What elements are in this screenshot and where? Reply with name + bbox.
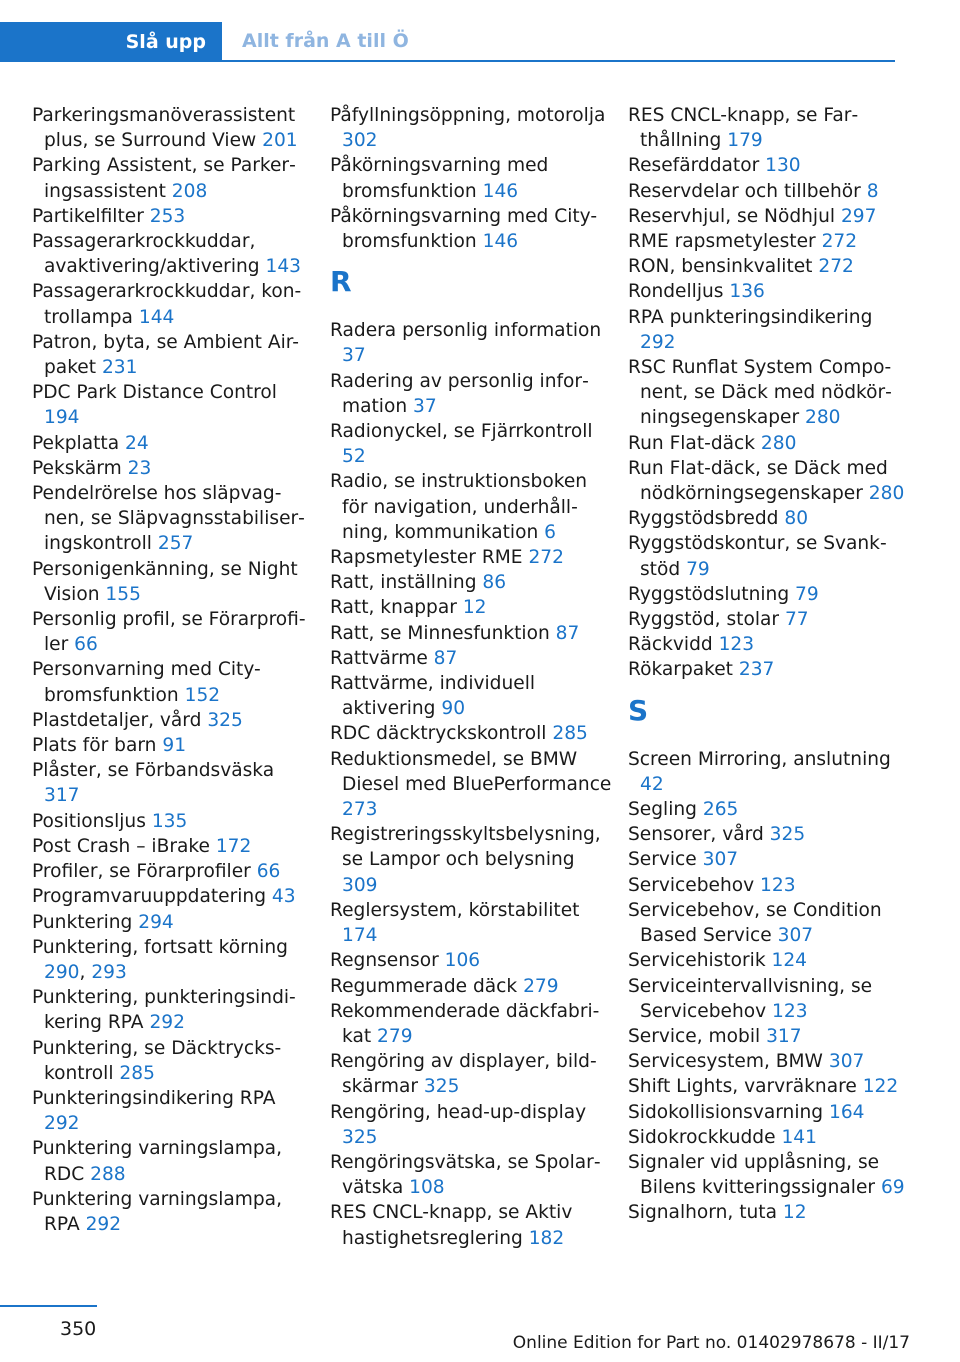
entry-term: Pekskärm [32,457,128,479]
entry-term: Resefärddator [628,155,766,177]
page-link[interactable]: 123 [772,1000,808,1022]
entry-term: Ratt, knappar [330,597,463,619]
index-entry [32,456,314,481]
page-link[interactable]: 86 [482,572,507,594]
entry-term: Servicesystem, BMW [628,1051,829,1073]
index-entry [330,153,612,203]
index-entry [32,279,314,329]
page-link[interactable]: 90 [441,698,466,720]
entry-term: Ryggstödskontur, se Svankstöd [628,533,887,580]
index-entry [32,910,314,935]
index-entry [32,809,314,834]
index-entry [628,179,910,204]
index-entry [32,557,314,607]
entry-term: RDC däcktryckskontroll [330,723,553,745]
index-entry [32,1036,314,1086]
entry-term: Sidokrockkudde [628,1126,782,1148]
entry-term: Personigenkänning, se Night Vision [32,558,298,605]
entry-term: Run Flat-däck, se Däck med nödkörningsegenskaper [628,457,888,505]
index-entry [32,330,314,380]
index-entry [628,1200,910,1225]
page-link[interactable]: 155 [105,583,141,605]
index-entry [330,318,612,368]
page-link[interactable]: 201 [262,130,298,152]
page-link[interactable]: 123 [718,634,755,656]
entry-term: Radio, se instruktionsboken för navigation, underhållning, kommunikation [330,471,588,543]
entry-term: Punktering, fortsatt körning [32,936,288,958]
index-entry [330,671,612,721]
entry-term: RPA punkteringsindikering [628,306,873,328]
index-entry [32,758,314,808]
page-link[interactable]: 12 [462,597,487,619]
entry-term: Rattvärme, individuell aktivering [330,673,536,720]
page-separator: , [79,961,92,983]
index-entry [32,229,314,279]
index-entry [330,747,612,823]
index-entry [330,1200,612,1250]
page-link[interactable]: 172 [215,835,252,857]
entry-term: Positionsljus [32,810,152,832]
index-entry [330,646,612,671]
index-entry [628,1049,910,1074]
entry-term: Ratt, se Minnesfunktion [330,622,556,644]
page-link[interactable]: 52 [342,446,366,468]
index-entry [628,898,910,948]
index-entry [628,254,910,279]
entry-term: Rengöring, head-up-display [330,1101,587,1123]
page-link[interactable]: 272 [821,231,858,253]
entry-term: Ryggstödsbredd [628,508,785,530]
entry-term: Radering av personlig information [330,370,589,417]
page-link[interactable]: 307 [702,849,739,871]
entry-term: Rapsmetylester RME [330,547,529,569]
index-entry [32,1136,314,1186]
index-entry [32,935,314,985]
entry-term: Patron, byta, se Ambient Air-paket [32,331,299,379]
index-entry [330,204,612,254]
page-link[interactable]: 294 [138,911,174,933]
index-entry [330,1150,612,1200]
index-entry [628,531,910,581]
entry-term: Plastdetaljer, vård [32,709,208,731]
entry-term: Servicebehov [628,874,761,896]
page-link[interactable]: 122 [862,1076,899,1098]
entry-term: Rengöring av displayer, bildskärmar [330,1051,597,1098]
page-link[interactable]: 208 [171,180,208,202]
entry-term: Personvarning med City-bromsfunktion [32,659,261,706]
page-link[interactable]: 280 [805,407,841,429]
index-column-2 [330,103,612,1251]
index-entry [32,884,314,909]
index-entry [330,1049,612,1099]
page-link[interactable]: 37 [413,395,437,417]
index-entry [330,570,612,595]
index-entry [628,103,910,153]
page-link[interactable]: 194 [44,407,80,429]
entry-term: Räckvidd [628,634,719,656]
index-entry [628,305,910,355]
page-link[interactable]: 152 [184,684,221,706]
page-link[interactable]: 69 [880,1177,905,1199]
entry-term: Servicebehov, se Condition Based Service [628,899,882,947]
page-link[interactable]: 280 [868,483,905,505]
entry-term: Screen Mirroring, anslutning [628,748,891,770]
page-link[interactable]: 237 [738,659,775,681]
page-link[interactable]: 146 [482,180,519,202]
page-link[interactable]: 136 [729,281,765,303]
entry-term: Signaler vid upplåsning, se Bilens kvitteringssignaler [628,1151,881,1199]
section-letter: R [330,265,352,299]
index-entry [628,948,910,973]
index-entry [32,708,314,733]
index-entry [330,545,612,570]
index-entry [628,607,910,632]
page-link[interactable]: 6 [544,521,557,543]
entry-term: Punktering varningslampa, RPA [32,1188,282,1235]
entry-term: Registreringsskyltsbelysning, se Lampor och belysning [330,824,601,871]
entry-term: Pendelrörelse hos släpvagnen, se Släpvagnsstabiliseringskontroll [32,483,305,555]
index-entry [32,834,314,859]
index-entry [628,747,910,797]
page-link[interactable]: 24 [125,432,149,454]
page-link[interactable]: 265 [702,799,739,821]
entry-term: Post Crash – iBrake [32,835,216,857]
page-link[interactable]: 135 [151,810,188,832]
index-entry [330,419,612,469]
entry-term: Signalhorn, tuta [628,1202,783,1224]
entry-term: Regnsensor [330,950,445,972]
page-link[interactable]: 317 [44,785,80,807]
index-entry [628,229,910,254]
index-entry [32,481,314,557]
index-entry [32,103,314,153]
page-link[interactable]: 143 [265,256,301,278]
footer-divider [0,1305,97,1307]
index-entry [330,948,612,973]
index-entry [330,999,612,1049]
entry-term: Punktering, se Däcktryckskontroll [32,1037,282,1084]
page-link[interactable]: 42 [640,773,664,795]
page-link[interactable]: 123 [760,874,796,896]
index-entry [628,632,910,657]
entry-term: RES CNCL-knapp, se Aktiv hastighetsreglering [330,1202,573,1249]
page-link[interactable]: 280 [760,432,797,454]
entry-term: Påkörningsvarning med bromsfunktion [330,155,549,202]
page-link[interactable]: 288 [90,1163,126,1185]
index-entry [628,1125,910,1150]
entry-term: Punktering varningslampa, RDC [32,1138,282,1185]
entry-term: Regummerade däck [330,975,524,997]
page-link[interactable]: 130 [765,155,801,177]
entry-term: Punkteringsindikering RPA [32,1087,276,1109]
entry-term: Radionyckel, se Fjärrkontroll [330,421,593,443]
entry-term: Punktering, punkteringsindikering RPA [32,987,296,1034]
index-entry [628,279,910,304]
page-link[interactable]: 325 [207,709,243,731]
index-entry [628,873,910,898]
page-link[interactable]: 37 [342,345,366,367]
entry-term: Ratt, inställning [330,572,483,594]
entry-term: Radera personlig information [330,320,602,342]
entry-term: Segling [628,799,703,821]
page-link[interactable]: 297 [840,205,877,227]
page-link[interactable]: 325 [423,1076,460,1098]
page-link[interactable]: 66 [256,861,281,883]
entry-term: Service [628,849,703,871]
page-link[interactable]: 80 [784,508,809,530]
index-entry [628,657,910,682]
index-entry [628,431,910,456]
page-link[interactable]: 87 [433,647,458,669]
page-link[interactable]: 292 [640,331,676,353]
page-link[interactable]: 79 [795,583,819,605]
entry-term: RSC Runflat System Component, se Däck med nödkörningsegenskaper [628,357,892,429]
page-link[interactable]: 279 [377,1025,413,1047]
entry-term: Sidokollisionsvarning [628,1101,829,1123]
index-entry [330,595,612,620]
entry-term: Plats för barn [32,735,163,757]
entry-term: Rökarpaket [628,659,739,681]
entry-term: Servicehistorik [628,950,772,972]
page-link[interactable]: 285 [552,723,588,745]
entry-term: Rondelljus [628,281,730,303]
page-link[interactable]: 302 [342,130,378,152]
page-link[interactable]: 108 [409,1177,445,1199]
index-entry [628,1074,910,1099]
entry-term: Sensorer, vård [628,824,770,846]
page-link[interactable]: 292 [149,1012,185,1034]
page-link[interactable]: 8 [866,180,879,202]
entry-term: Rekommenderade däckfabrikat [330,1000,600,1047]
page-number: 350 [60,1318,97,1340]
page-link[interactable]: 292 [44,1113,80,1135]
index-column-3 [628,103,910,1226]
entry-term: Plåster, se Förbandsväska [32,760,275,782]
entry-term: Rengöringsvätska, se Spolarvätska [330,1151,601,1199]
entry-term: Ryggstöd, stolar [628,609,785,631]
entry-term: Pekplatta [32,432,126,454]
entry-term: Profiler, se Förarprofiler [32,861,257,883]
index-entry [628,153,910,178]
index-entry [330,621,612,646]
index-entry [330,974,612,999]
header-divider [0,60,895,62]
page-link[interactable]: 77 [784,609,809,631]
index-entry [628,797,910,822]
page-link[interactable]: 272 [528,547,564,569]
page-link[interactable]: 309 [342,874,378,896]
page-link[interactable]: 231 [101,357,138,379]
index-entry [628,847,910,872]
entry-term: Shift Lights, varvräknare [628,1076,863,1098]
page-link[interactable]: 87 [555,622,580,644]
index-entry [32,1086,314,1136]
index-entry [32,733,314,758]
page-link[interactable]: 12 [782,1202,807,1224]
page-link[interactable]: 164 [829,1101,865,1123]
page-link[interactable]: 292 [85,1213,122,1235]
page-link[interactable]: 293 [91,961,127,983]
index-entry [628,506,910,531]
page-link[interactable]: 272 [818,256,854,278]
index-entry [628,1100,910,1125]
tab-all-from-a-to-o[interactable]: Allt från A till Ö [242,30,409,52]
entry-term: Personlig profil, se Förarprofiler [32,609,306,656]
entry-term: Passagerarkrockkuddar, kontrollampa [32,281,302,328]
index-entry [32,985,314,1035]
index-entry [628,355,910,431]
page-link[interactable]: 290 [44,961,80,983]
index-entry [628,1024,910,1049]
entry-term: Reglersystem, körstabilitet [330,899,580,921]
index-entry [330,721,612,746]
index-entry [32,153,314,203]
page-link[interactable]: 182 [528,1227,565,1249]
index-entry [330,898,612,948]
entry-term: Reduktionsmedel, se BMW Diesel med BluePerformance [330,748,612,795]
index-entry [628,1150,910,1200]
index-entry [628,204,910,229]
page-link[interactable]: 174 [342,925,378,947]
edition-note: Online Edition for Part no. 01402978678 - II/17 [512,1333,910,1353]
page-link[interactable]: 179 [727,130,763,152]
page-link[interactable]: 307 [828,1051,865,1073]
page-link[interactable]: 325 [769,824,806,846]
index-entry [330,1100,612,1150]
page-link[interactable]: 43 [271,886,296,908]
page-link[interactable]: 253 [149,205,186,227]
entry-term: Påkörningsvarning med City-bromsfunktion [330,205,598,253]
entry-term: RES CNCL-knapp, se Farthållning [628,105,859,152]
tab-look-up[interactable]: Slå upp [0,22,222,62]
entry-term: Partikelfilter [32,205,150,227]
entry-term: Påfyllningsöppning, motorolja [330,105,606,126]
index-entry [32,431,314,456]
entry-term: Serviceintervallvisning, se Servicebehov [628,975,873,1022]
page-link[interactable]: 307 [777,925,814,947]
page-link[interactable]: 325 [342,1126,378,1148]
entry-term: Punktering [32,911,139,933]
index-entry [32,380,314,430]
entry-term: Programvaruuppdatering [32,886,272,908]
index-entry [32,859,314,884]
index-entry [330,369,612,419]
index-entry [628,582,910,607]
index-entry [628,456,910,506]
page-link[interactable]: 273 [342,799,378,821]
index-entry [628,974,910,1024]
page-link[interactable]: 141 [781,1126,817,1148]
entry-term: Rattvärme [330,647,434,669]
entry-term: Reservhjul, se Nödhjul [628,205,841,227]
page-link[interactable]: 91 [162,735,187,757]
page-link[interactable]: 285 [119,1062,155,1084]
entry-term: Run Flat-däck [628,432,761,454]
index-entry [32,657,314,707]
index-column-1 [32,103,314,1237]
page-link[interactable]: 144 [138,306,175,328]
page-link[interactable]: 146 [482,231,519,253]
entry-term: Passagerarkrockkuddar, avaktivering/aktivering [32,231,266,278]
index-entry [330,469,612,545]
entry-term: PDC Park Distance Control [32,382,277,404]
page-link[interactable]: 79 [686,558,710,580]
page-link[interactable]: 66 [74,634,98,656]
entry-term: Ryggstödslutning [628,583,796,605]
index-entry [628,822,910,847]
entry-term: RME rapsmetylester [628,231,822,253]
entry-term: Parkeringsmanöverassistent plus, se Surround View [32,105,296,152]
page-link[interactable]: 257 [157,533,194,555]
index-entry [330,822,612,898]
page-link[interactable]: 124 [771,950,808,972]
index-entry [32,204,314,229]
page-link[interactable]: 317 [766,1025,802,1047]
page-link[interactable]: 23 [127,457,152,479]
entry-term: RON, bensinkvalitet [628,256,819,278]
entry-term: Parking Assistent, se Parkeringsassistent [32,155,296,202]
section-letter: S [628,693,649,727]
index-entry [330,103,612,153]
page-link[interactable]: 279 [523,975,559,997]
index-entry [32,607,314,657]
top-navigation-bar [0,22,895,62]
index-entry [32,1187,314,1237]
entry-term: Service, mobil [628,1025,767,1047]
page-link[interactable]: 106 [444,950,481,972]
entry-term: Reservdelar och tillbehör [628,180,867,202]
